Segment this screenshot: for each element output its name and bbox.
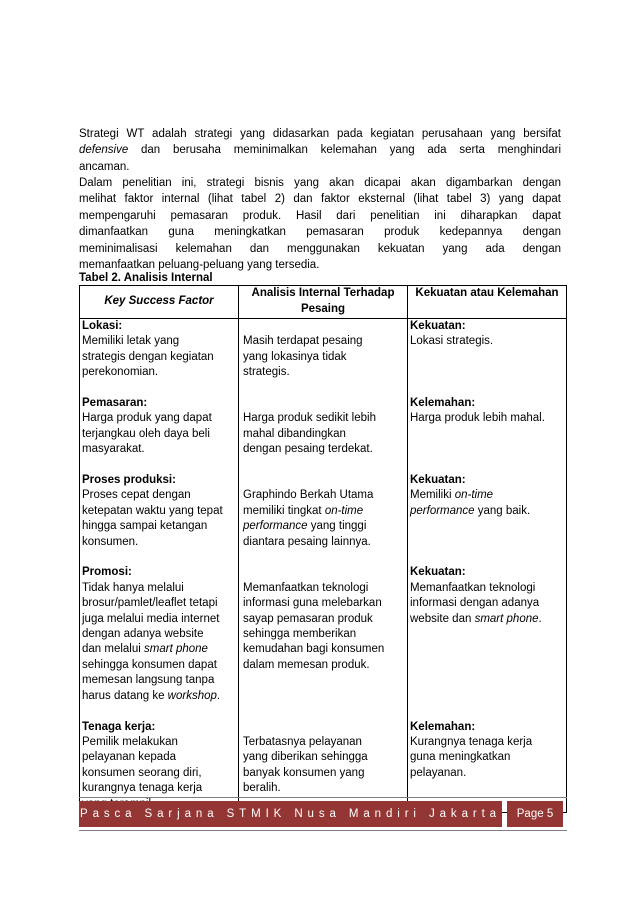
factor-desc bbox=[82, 689, 237, 704]
result-text-part: . bbox=[538, 612, 542, 625]
italic-term: performance bbox=[410, 504, 475, 517]
header-line: Terhadap Pesaing bbox=[300, 287, 395, 315]
result-text: pelayanan. bbox=[410, 766, 467, 779]
analysis-text: yang diberikan sehingga bbox=[243, 751, 368, 764]
analysis-text: sehingga memberikan bbox=[243, 628, 357, 641]
paragraph-line: meminimalisasi kelemahan dan menggunakan kekuatan yang ada dengan bbox=[79, 242, 561, 255]
factor-desc: dengan adanya website bbox=[82, 628, 204, 641]
paragraph-line: ancaman. bbox=[79, 160, 130, 173]
factor-desc: Pemilik melakukan bbox=[82, 735, 178, 748]
italic-term-defensive: defensive bbox=[79, 144, 129, 157]
factor-desc-part: dan melalui bbox=[82, 643, 145, 656]
paragraph-line: melihat faktor internal (lihat tabel 2) dan faktor eksternal (lihat tabel 3) yang dapat bbox=[79, 193, 561, 206]
factor-desc: Memiliki letak yang bbox=[82, 335, 180, 348]
factor-desc: konsumen seorang diri, bbox=[82, 766, 202, 779]
factor-desc: perekonomian. bbox=[82, 366, 159, 379]
factor-label: Pemasaran: bbox=[82, 397, 148, 410]
header-line: Kelemahan bbox=[497, 287, 559, 299]
factor-label: Tenaga kerja: bbox=[82, 720, 156, 733]
factor-label: Promosi: bbox=[82, 566, 132, 579]
factor-desc: juga melalui media internet bbox=[82, 612, 220, 625]
paragraph-line-text: dan berusaha meminimalkan kelemahan yang ada serta menghindari bbox=[128, 144, 561, 157]
factor-desc: sehingga konsumen dapat bbox=[82, 658, 217, 671]
table-row bbox=[80, 396, 567, 473]
italic-term: on-time bbox=[324, 504, 364, 517]
analysis-text: dalam memesan produk. bbox=[243, 658, 370, 671]
table-row bbox=[80, 473, 567, 565]
result-text: Lokasi strategis. bbox=[410, 335, 494, 348]
header-key-success-factor: Key Success Factor bbox=[80, 286, 239, 319]
factor-desc: Proses cepat dengan bbox=[82, 489, 191, 502]
result-cell bbox=[408, 565, 567, 719]
result-text: Memanfaatkan teknologi bbox=[410, 581, 536, 594]
result-text bbox=[410, 488, 565, 503]
header-line: Analisis Internal bbox=[251, 287, 341, 299]
analysis-text: banyak konsumen yang bbox=[243, 766, 365, 779]
analysis-text: beralih. bbox=[243, 782, 281, 795]
result-text-part: website dan bbox=[410, 612, 475, 625]
analysis-cell bbox=[239, 396, 408, 473]
factor-label: Lokasi: bbox=[82, 320, 123, 332]
analysis-text: kemudahan bagi konsumen bbox=[243, 643, 385, 656]
header-internal-analysis bbox=[239, 286, 408, 319]
factor-cell bbox=[80, 473, 239, 565]
factor-desc: pelayanan kepada bbox=[82, 751, 176, 764]
analysis-text: sayap pemasaran produk bbox=[243, 612, 373, 625]
analysis-text: diantara pesaing lainnya. bbox=[243, 535, 371, 548]
factor-desc bbox=[82, 642, 237, 657]
result-cell bbox=[408, 319, 567, 397]
italic-term: smart phone bbox=[474, 612, 539, 625]
factor-desc-part: . bbox=[216, 689, 221, 702]
internal-analysis-table bbox=[79, 285, 567, 813]
analysis-text: mahal dibandingkan bbox=[243, 427, 346, 440]
page-footer bbox=[79, 797, 567, 831]
analysis-cell bbox=[239, 319, 408, 397]
paragraph-line bbox=[79, 142, 561, 158]
analysis-text bbox=[243, 504, 406, 519]
factor-desc: terjangkau oleh daya beli bbox=[82, 427, 210, 440]
analysis-text: informasi guna melebarkan bbox=[243, 597, 382, 610]
factor-desc: hingga sampai ketangan bbox=[82, 520, 208, 533]
analysis-text: Graphindo Berkah Utama bbox=[243, 489, 374, 502]
paragraph-line: dimanfaatkan guna meningkatkan pemasaran produk kedepannya dengan bbox=[79, 226, 561, 239]
page-number: Page 5 bbox=[507, 801, 563, 827]
analysis-text: yang lokasinya tidak bbox=[243, 350, 347, 363]
result-label: Kelemahan: bbox=[410, 720, 476, 733]
paragraph-line: Strategi WT adalah strategi yang didasarkan pada kegiatan perusahaan yang bersifat bbox=[79, 128, 561, 140]
analysis-text: dengan pesaing terdekat. bbox=[243, 443, 373, 456]
factor-desc: kurangnya tenaga kerja bbox=[82, 782, 203, 795]
analysis-text: Terbatasnya pelayanan bbox=[243, 735, 362, 748]
factor-desc: masyarakat. bbox=[82, 443, 145, 456]
table-row bbox=[80, 319, 567, 397]
header-strength-weakness bbox=[408, 286, 567, 319]
result-cell bbox=[408, 473, 567, 565]
paragraph-research-strategy bbox=[79, 175, 561, 273]
analysis-text-part: yang tinggi bbox=[307, 520, 367, 533]
result-label: Kekuatan: bbox=[410, 566, 466, 579]
result-text: guna meningkatkan bbox=[410, 751, 511, 764]
factor-desc: memesan langsung tanpa bbox=[82, 674, 215, 687]
factor-desc: konsumen. bbox=[82, 535, 139, 548]
result-text: Harga produk lebih mahal. bbox=[410, 412, 545, 425]
paragraph-line: Dalam penelitian ini, strategi bisnis yang akan dicapai akan digambarkan dengan bbox=[79, 177, 561, 189]
analysis-text: Masih terdapat pesaing bbox=[243, 335, 363, 348]
analysis-cell bbox=[239, 565, 408, 719]
paragraph-wt-strategy bbox=[79, 126, 561, 175]
result-label: Kekuatan: bbox=[410, 474, 466, 487]
paragraph-line: memanfaatkan peluang-peluang yang tersedia. bbox=[79, 259, 320, 272]
result-text: informasi dengan adanya bbox=[410, 597, 540, 610]
result-cell bbox=[408, 396, 567, 473]
analysis-text: Memanfaatkan teknologi bbox=[243, 581, 369, 594]
analysis-text: Harga produk sedikit lebih bbox=[243, 412, 376, 425]
italic-term: smart phone bbox=[144, 643, 208, 656]
italic-term: workshop bbox=[167, 689, 217, 702]
factor-cell bbox=[80, 319, 239, 397]
header-line: Kekuatan atau bbox=[415, 287, 495, 299]
analysis-text-part: memiliki tingkat bbox=[243, 504, 325, 517]
factor-desc-part: harus datang ke bbox=[82, 689, 168, 702]
factor-label: Proses produksi: bbox=[82, 474, 176, 487]
result-text: Kurangnya tenaga kerja bbox=[410, 735, 533, 748]
table-header-row bbox=[80, 286, 567, 319]
factor-desc: brosur/pamlet/leaflet tetapi bbox=[82, 597, 218, 610]
factor-desc: strategis dengan kegiatan bbox=[82, 350, 214, 363]
result-text bbox=[410, 504, 565, 519]
italic-term: performance bbox=[243, 520, 308, 533]
factor-desc: ketepatan waktu yang tepat bbox=[82, 504, 223, 517]
table-caption: Tabel 2. Analisis Internal bbox=[79, 272, 213, 284]
factor-desc: Tidak hanya melalui bbox=[82, 581, 184, 594]
result-label: Kekuatan: bbox=[410, 320, 466, 332]
italic-term: on-time bbox=[454, 489, 494, 502]
result-label: Kelemahan: bbox=[410, 397, 476, 410]
table-row bbox=[80, 565, 567, 719]
footer-institution: Pasca Sarjana STMIK Nusa Mandiri Jakarta bbox=[79, 801, 502, 827]
result-text bbox=[410, 612, 565, 627]
result-text-part: Memiliki bbox=[410, 489, 455, 502]
paragraph-line: mempengaruhi pemasaran produk. Hasil dari penelitian ini diharapkan dapat bbox=[79, 209, 561, 222]
result-text-part: yang baik. bbox=[474, 504, 531, 517]
factor-desc: Harga produk yang dapat bbox=[82, 412, 212, 425]
analysis-text: strategis. bbox=[243, 366, 290, 379]
factor-cell bbox=[80, 396, 239, 473]
factor-cell bbox=[80, 565, 239, 719]
analysis-cell bbox=[239, 473, 408, 565]
analysis-text bbox=[243, 519, 406, 534]
